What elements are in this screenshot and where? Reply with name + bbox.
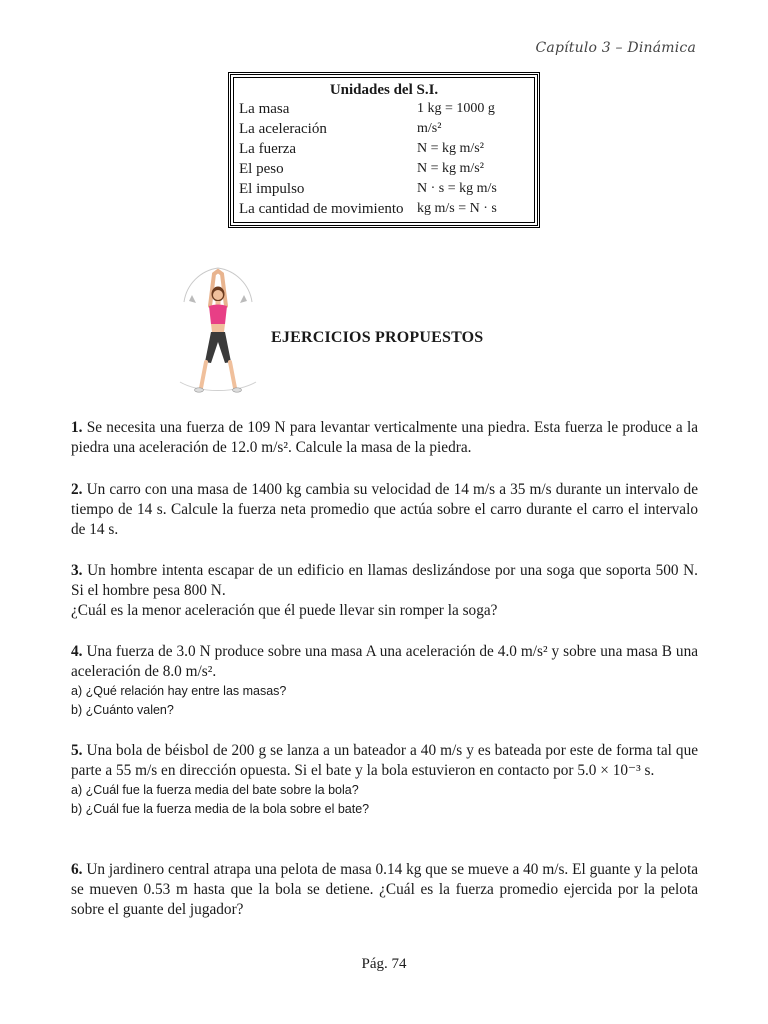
- exercise-5: [71, 741, 698, 819]
- unit-value: kg m/s = N · s: [417, 201, 497, 216]
- exercise-3: [71, 561, 698, 621]
- exercise-number: 5.: [71, 742, 83, 759]
- si-units-table: [239, 99, 529, 219]
- section-title: EJERCICIOS PROPUESTOS: [271, 329, 484, 346]
- exercise-text: Un jardinero central atrapa una pelota de masa 0.14 kg que se mueve a 40 m/s. El guante y la pelota se mueven 0.53 m hasta que la bola se detiene. ¿Cuál es la fuerza promedio ejercida por la pelota sobre el guante del jugador?: [71, 861, 698, 918]
- unit-value: m/s²: [417, 121, 442, 136]
- unit-value: N = kg m/s²: [417, 161, 484, 176]
- si-table-title: Unidades del S.I.: [329, 82, 439, 98]
- sub-question: a) ¿Qué relación hay entre las masas?: [71, 684, 287, 698]
- exercise-text: Una fuerza de 3.0 N produce sobre una masa A una aceleración de 4.0 m/s² y sobre una masa B una aceleración de 8.0 m/s².: [71, 643, 699, 680]
- si-units-box: [228, 72, 540, 228]
- exercise-2: [71, 480, 698, 540]
- page-number: Pág. 74: [361, 956, 407, 972]
- chapter-header: Capítulo 3 – Dinámica: [535, 40, 696, 56]
- unit-value: N · s = kg m/s: [417, 181, 497, 196]
- exercise-question: ¿Cuál es la menor aceleración que él puede llevar sin romper la soga?: [71, 602, 498, 619]
- table-row: [239, 159, 529, 179]
- sub-question: a) ¿Cuál fue la fuerza media del bate sobre la bola?: [71, 783, 359, 797]
- exercise-text: Se necesita una fuerza de 109 N para levantar verticalmente una piedra. Esta fuerza le produce a la piedra una aceleración de 12.0 m/s². Calcule la masa de la piedra.: [71, 419, 698, 456]
- unit-label: El impulso: [239, 181, 305, 197]
- exercise-number: 3.: [71, 562, 83, 579]
- exercise-1: [71, 418, 698, 458]
- table-row: [239, 179, 529, 199]
- unit-label: La fuerza: [239, 141, 297, 157]
- unit-value: N = kg m/s²: [417, 141, 484, 156]
- exercise-number: 4.: [71, 643, 83, 660]
- exercise-number: 1.: [71, 419, 83, 436]
- exercise-number: 2.: [71, 481, 83, 498]
- exercise-text: Un carro con una masa de 1400 kg cambia su velocidad de 14 m/s a 35 m/s durante un intervalo de tiempo de 14 s. Calcule la fuerza neta promedio que actúa sobre el carro durante el carro el intervalo de 14 s.: [71, 481, 698, 538]
- exercise-4: [71, 642, 698, 720]
- exercise-6: [71, 860, 698, 920]
- exercise-text: Una bola de béisbol de 200 g se lanza a un bateador a 40 m/s y es bateada por este de forma tal que parte a 55 m/s en dirección opuesta. Si el bate y la bola estuvieron en contacto por 5.0 × 10⁻³ s.: [71, 742, 699, 779]
- unit-label: La masa: [239, 101, 290, 117]
- table-row: [239, 119, 529, 139]
- table-row: [239, 139, 529, 159]
- exercise-text: Un hombre intenta escapar de un edificio en llamas deslizándose por una soga que soporta 500 N. Si el hombre pesa 800 N.: [71, 562, 698, 599]
- sub-question: b) ¿Cuál fue la fuerza media de la bola sobre el bate?: [71, 802, 370, 816]
- exercising-woman-illustration: [170, 262, 266, 402]
- table-row: [239, 199, 529, 219]
- exercise-number: 6.: [71, 861, 83, 878]
- unit-label: El peso: [239, 161, 284, 177]
- unit-label: La aceleración: [239, 121, 327, 137]
- woman-stretching-icon: [170, 262, 266, 402]
- unit-label: La cantidad de movimiento: [239, 201, 404, 217]
- unit-value: 1 kg = 1000 g: [417, 101, 495, 116]
- table-row: [239, 99, 529, 119]
- sub-question: b) ¿Cuánto valen?: [71, 703, 174, 717]
